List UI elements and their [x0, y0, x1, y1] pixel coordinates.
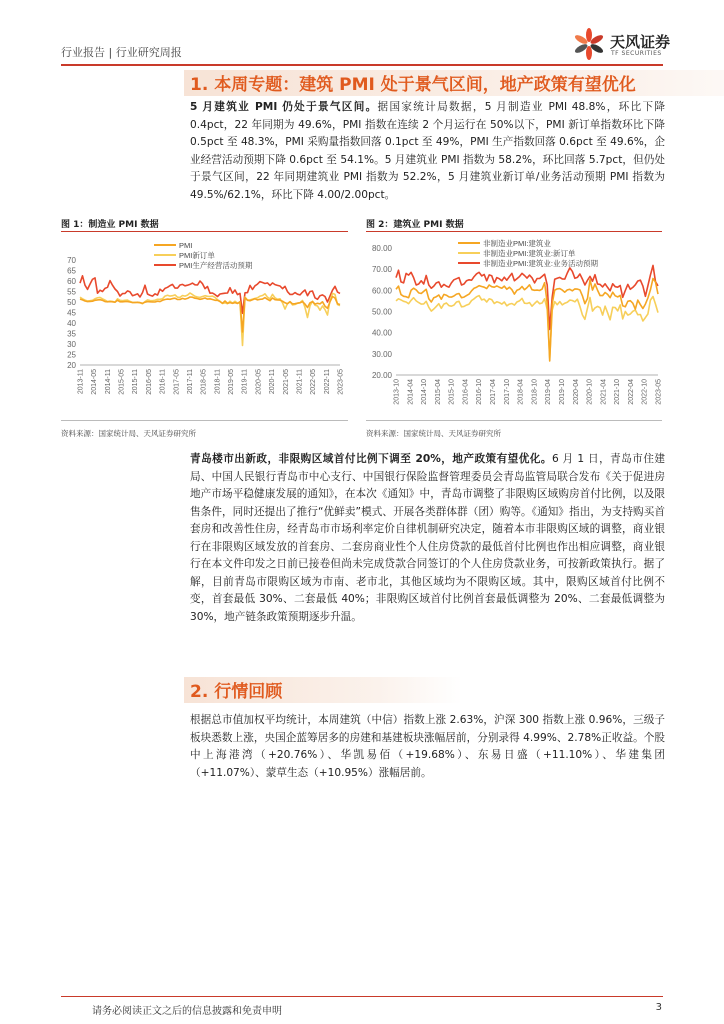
x-tick-label: 2015-11 — [132, 369, 140, 395]
paragraph-qingdao-lead: 青岛楼市出新政，非限购区域首付比例下调至 20%，地产政策有望优化。 — [190, 453, 552, 465]
x-tick-label: 2019-04 — [545, 379, 553, 405]
x-tick-label: 2021-04 — [600, 379, 608, 405]
paragraph-pmi — [190, 99, 665, 204]
legend-label: 非制造业PMI:建筑业 — [483, 239, 551, 248]
x-tick-label: 2021-11 — [296, 369, 304, 395]
x-tick-label: 2017-11 — [186, 369, 194, 395]
x-tick-label: 2021-05 — [282, 369, 290, 395]
x-tick-label: 2018-05 — [200, 369, 208, 395]
figure-1-bottom-rule — [61, 420, 348, 421]
figure-2-source: 资料来源：国家统计局、天风证券研究所 — [366, 429, 501, 438]
x-tick-label: 2014-11 — [104, 369, 112, 395]
x-tick-label: 2019-11 — [241, 369, 249, 395]
x-tick-label: 2016-05 — [145, 369, 153, 395]
header-rule — [61, 64, 663, 66]
x-tick-label: 2016-11 — [159, 369, 167, 395]
x-tick-label: 2017-05 — [173, 369, 181, 395]
x-tick-label: 2017-04 — [490, 379, 498, 405]
x-tick-label: 2015-10 — [448, 379, 456, 405]
x-tick-label: 2022-05 — [310, 369, 318, 395]
series-line-1 — [396, 296, 658, 359]
y-tick-label: 30.00 — [371, 349, 392, 359]
x-tick-label: 2020-05 — [255, 369, 263, 395]
x-tick-label: 2014-05 — [91, 369, 99, 395]
figure-2-bottom-rule — [366, 420, 662, 421]
x-tick-label: 2022-04 — [627, 379, 635, 405]
report-category: 行业报告 | 行业研究周报 — [61, 46, 182, 59]
x-tick-label: 2022-10 — [641, 379, 649, 405]
x-tick-label: 2023-05 — [337, 369, 345, 395]
y-tick-label: 55 — [67, 287, 76, 297]
logo-name-cn: 天风证券 — [610, 33, 671, 51]
paragraph-qingdao-body: 6 月 1 日，青岛市住建局、中国人民银行青岛市中心支行、中国银行保险监督管理委员会青岛监管局联合发布《关于促进房地产市场平稳健康发展的通知》，在本次《通知》中，青岛市调整了非限购区域购房首付比例，以及限售条件，同时还提出了推行“优鲜卖”模式、开展各类群体群（团）购等。《通知》指出，为支持购买首套房和改善性住房，经青岛市市场利率定价自律机制研究决定，随着本市非限购区域的调整，商业银行在非限购区域发放的首套房、二套房商业性个人住房贷款的最低首付比例也作出相应调整，商业银行在本文件印发之日前已接卷但尚未完成贷款合同签订的个人住房贷款业务，可按新政策执行。据了解，目前青岛市限购区域为市南、老市北，其他区域均为不限购区域。其中，限购区域首付比例不变，首套最低 30%、二套最低 40%；非限购区域首付比例首套最低调整为 20%、二套最低调整为 30%，地产链条政策预期逐步升温。 — [190, 453, 665, 623]
legend-label: 非制造业PMI:建筑业:新订单 — [483, 249, 576, 258]
x-tick-label: 2018-11 — [214, 369, 222, 395]
y-tick-label: 30 — [67, 340, 76, 349]
figure-2-rule — [366, 231, 662, 232]
footer-rule — [61, 996, 663, 997]
paragraph-pmi-body: 据国家统计局数据，5 月制造业 PMI 48.8%，环比下降 0.4pct，22 年同期为 49.6%，PMI 指数在连续 2 个月运行在 50%以下，PMI 新订单指数环比下降 0.5pct 至 48.3%，PMI 采购量指数回落 0.1pct 至 49%，PMI 生产指数回落 0.6pct 至 49.6%，企业经营活动预期下降 0.6pct 至 54.1%。5 月建筑业 PMI 指数为 58.2%，环比回落 5.7pct，但仍处于景气区间，22 年同期建筑业 PMI 指数为 52.2%，5 月建筑业新订单/业务活动预期 PMI 指数为 49.5%/62.1%，环比下降 4.00/2.00pct。 — [190, 101, 665, 201]
footer-disclaimer: 请务必阅读正文之后的信息披露和免责申明 — [92, 1006, 282, 1017]
x-tick-label: 2017-10 — [503, 379, 511, 405]
x-tick-label: 2019-10 — [558, 379, 566, 405]
x-tick-label: 2014-10 — [421, 379, 429, 405]
legend-label: 非制造业PMI:建筑业:业务活动预期 — [483, 259, 599, 268]
x-tick-label: 2016-10 — [476, 379, 484, 405]
x-tick-label: 2015-04 — [434, 379, 442, 405]
section-2-title-text: 2. 行情回顾 — [190, 682, 283, 702]
x-tick-label: 2022-11 — [323, 369, 331, 395]
y-tick-label: 60 — [67, 277, 76, 286]
section-1-title — [190, 70, 636, 96]
legend-label: PMI生产经营活动预期 — [179, 261, 253, 270]
x-tick-label: 2020-11 — [269, 369, 277, 395]
x-tick-label: 2023-05 — [655, 379, 663, 405]
y-tick-label: 65 — [67, 266, 76, 276]
y-tick-label: 20.00 — [371, 371, 392, 380]
paragraph-market-review: 根据总市值加权平均统计，本周建筑（中信）指数上涨 2.63%，沪深 300 指数上涨 0.96%，三级子板块悉数上涨，央国企蓝筹居多的房建和基建板块涨幅居前，分别录得 4.99%、2.78%正收益。个股中上海港湾（+20.76%）、华凯易佰（+19.68%）、东易日盛（+11.10%）、华建集团（+11.07%）、蒙草生态（+10.95%）涨幅居前。 — [190, 714, 665, 779]
paragraph-pmi-lead: 5 月建筑业 PMI 仍处于景气区间。 — [190, 101, 378, 113]
x-tick-label: 2021-10 — [614, 379, 622, 405]
y-tick-label: 40 — [67, 319, 76, 328]
y-tick-label: 20 — [67, 361, 76, 370]
section-1-title-text: 1. 本周专题：建筑 PMI 处于景气区间，地产政策有望优化 — [190, 75, 636, 95]
y-tick-label: 60.00 — [371, 286, 392, 296]
logo-name-en: TF SECURITIES — [611, 50, 662, 57]
figure-2-title: 图 2：建筑业 PMI 数据 — [366, 220, 464, 230]
figure-1-source: 资料来源：国家统计局、天风证券研究所 — [61, 429, 196, 438]
x-tick-label: 2020-10 — [586, 379, 594, 405]
x-tick-label: 2013-11 — [77, 369, 85, 395]
y-tick-label: 70 — [67, 256, 76, 265]
y-tick-label: 50 — [67, 298, 76, 307]
construction-pmi-chart — [362, 236, 664, 416]
y-tick-label: 70.00 — [371, 265, 392, 275]
page-number: 3 — [655, 1002, 662, 1013]
figure-1-rule — [61, 231, 348, 232]
manufacturing-pmi-chart — [58, 236, 350, 416]
x-tick-label: 2019-05 — [228, 369, 236, 395]
x-tick-label: 2016-04 — [462, 379, 470, 405]
paragraph-qingdao-policy — [190, 451, 665, 626]
y-tick-label: 25 — [67, 350, 76, 360]
section-2-title — [190, 677, 282, 703]
series-line-0 — [396, 279, 658, 362]
x-tick-label: 2020-04 — [572, 379, 580, 405]
y-tick-label: 40.00 — [371, 328, 392, 338]
y-tick-label: 50.00 — [371, 307, 392, 317]
x-tick-label: 2015-05 — [118, 369, 126, 395]
y-tick-label: 45 — [67, 308, 76, 318]
series-line-2 — [80, 276, 340, 314]
legend-label: PMI新订单 — [179, 251, 215, 260]
x-tick-label: 2018-10 — [531, 379, 539, 405]
y-tick-label: 80.00 — [371, 244, 392, 253]
x-tick-label: 2018-04 — [517, 379, 525, 405]
figure-1-title: 图 1：制造业 PMI 数据 — [61, 220, 159, 230]
series-line-0 — [80, 297, 340, 333]
x-tick-label: 2013-10 — [393, 379, 401, 405]
x-tick-label: 2014-04 — [407, 379, 415, 405]
legend-label: PMI — [179, 241, 193, 250]
y-tick-label: 35 — [67, 329, 76, 339]
